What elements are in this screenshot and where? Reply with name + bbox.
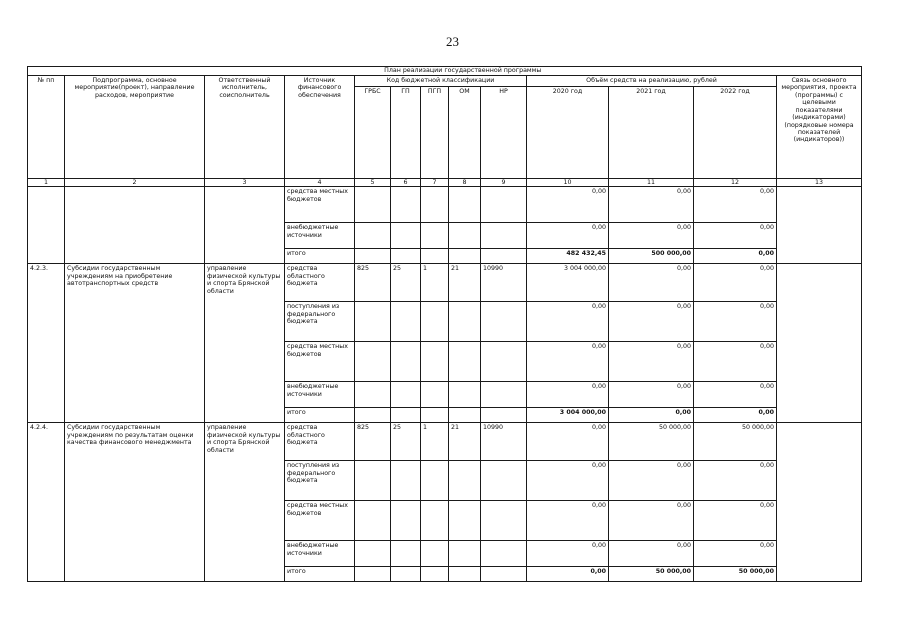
cont-name [65, 187, 205, 264]
source-cell: внебюджетные источники [285, 382, 355, 408]
table-row [28, 187, 862, 223]
item-424-link [777, 423, 862, 582]
header-source: Источник финансового обеспечения [285, 76, 355, 179]
column-number-5: 5 [355, 179, 391, 187]
om-cell [449, 249, 481, 264]
amount-2020: 482 432,45 [527, 249, 609, 264]
om-cell [449, 342, 481, 382]
header-nr: НР [481, 87, 527, 179]
amount-2022: 50 000,00 [694, 423, 777, 461]
table-title: План реализации государственной программы [65, 67, 862, 76]
column-number-10: 10 [527, 179, 609, 187]
om-cell [449, 567, 481, 582]
amount-2021: 500 000,00 [609, 249, 694, 264]
column-number-6: 6 [391, 179, 421, 187]
pgp-cell [421, 461, 449, 501]
gp-cell [391, 382, 421, 408]
om-cell [449, 408, 481, 423]
program-plan-table [27, 66, 862, 582]
item-423-link [777, 264, 862, 423]
header-executor: Ответственный исполнитель, соисполнитель [205, 76, 285, 179]
grbs-cell [355, 223, 391, 249]
om-cell [449, 382, 481, 408]
header-name: Подпрограмма, основное мероприятие(проект), направление расходов, мероприятие [65, 76, 205, 179]
header-codes-group: Код бюджетной классификации [355, 76, 527, 87]
header-gp: ГП [391, 87, 421, 179]
om-cell [449, 187, 481, 223]
amount-2022: 0,00 [694, 541, 777, 567]
grbs-cell [355, 461, 391, 501]
source-cell: средства местных бюджетов [285, 342, 355, 382]
column-number-3: 3 [205, 179, 285, 187]
amount-2021: 0,00 [609, 541, 694, 567]
amount-2022: 0,00 [694, 382, 777, 408]
source-cell: итого [285, 567, 355, 582]
pgp-cell [421, 342, 449, 382]
gp-cell [391, 302, 421, 342]
gp-cell [391, 342, 421, 382]
column-number-8: 8 [449, 179, 481, 187]
amount-2022: 0,00 [694, 187, 777, 223]
pgp-cell [421, 382, 449, 408]
amount-2021: 0,00 [609, 408, 694, 423]
source-cell: внебюджетные источники [285, 223, 355, 249]
om-cell [449, 541, 481, 567]
cont-executor [205, 187, 285, 264]
amount-2021: 50 000,00 [609, 423, 694, 461]
amount-2022: 50 000,00 [694, 567, 777, 582]
source-cell: средства местных бюджетов [285, 187, 355, 223]
amount-2020: 0,00 [527, 423, 609, 461]
nr-cell: 10990 [481, 423, 527, 461]
amount-2022: 0,00 [694, 408, 777, 423]
cont-link [777, 187, 862, 264]
column-number-9: 9 [481, 179, 527, 187]
nr-cell [481, 187, 527, 223]
source-cell: итого [285, 249, 355, 264]
item-423-executor: управление физической культуры и спорта Брянской области [205, 264, 285, 423]
table-row [28, 264, 862, 302]
om-cell [449, 501, 481, 541]
gp-cell [391, 501, 421, 541]
nr-cell [481, 382, 527, 408]
om-cell: 21 [449, 423, 481, 461]
header-grbs: ГРБС [355, 87, 391, 179]
grbs-cell: 825 [355, 264, 391, 302]
item-424-num: 4.2.4. [28, 423, 65, 582]
amount-2020: 0,00 [527, 342, 609, 382]
grbs-cell [355, 567, 391, 582]
source-cell: поступления из федерального бюджета [285, 302, 355, 342]
column-number-12: 12 [694, 179, 777, 187]
column-number-row [28, 179, 862, 187]
amount-2020: 0,00 [527, 302, 609, 342]
amount-2022: 0,00 [694, 461, 777, 501]
grbs-cell [355, 408, 391, 423]
pgp-cell [421, 223, 449, 249]
pgp-cell [421, 541, 449, 567]
pgp-cell [421, 501, 449, 541]
om-cell [449, 223, 481, 249]
gp-cell [391, 408, 421, 423]
amount-2021: 0,00 [609, 382, 694, 408]
amount-2021: 0,00 [609, 187, 694, 223]
amount-2022: 0,00 [694, 223, 777, 249]
gp-cell: 25 [391, 264, 421, 302]
grbs-cell [355, 249, 391, 264]
gp-cell [391, 187, 421, 223]
amount-2021: 0,00 [609, 342, 694, 382]
column-number-7: 7 [421, 179, 449, 187]
table-row [28, 423, 862, 461]
pgp-cell: 1 [421, 423, 449, 461]
amount-2020: 0,00 [527, 461, 609, 501]
header-2020: 2020 год [527, 87, 609, 179]
amount-2020: 0,00 [527, 187, 609, 223]
item-424-name: Субсидии государственным учреждениям по результатам оценки качества финансового менеджмента [65, 423, 205, 582]
gp-cell [391, 461, 421, 501]
gp-cell [391, 541, 421, 567]
column-number-1: 1 [28, 179, 65, 187]
header-funds-group: Объём средств на реализацию, рублей [527, 76, 777, 87]
item-423-name: Субсидии государственным учреждениям на приобретение автотранспортных средств [65, 264, 205, 423]
gp-cell [391, 249, 421, 264]
nr-cell [481, 461, 527, 501]
amount-2021: 0,00 [609, 501, 694, 541]
amount-2020: 3 004 000,00 [527, 408, 609, 423]
amount-2022: 0,00 [694, 302, 777, 342]
amount-2022: 0,00 [694, 501, 777, 541]
nr-cell [481, 567, 527, 582]
om-cell [449, 302, 481, 342]
amount-2020: 0,00 [527, 223, 609, 249]
page-number: 23 [446, 34, 459, 49]
amount-2021: 0,00 [609, 461, 694, 501]
amount-2021: 0,00 [609, 223, 694, 249]
item-423-num: 4.2.3. [28, 264, 65, 423]
grbs-cell [355, 382, 391, 408]
header-2021: 2021 год [609, 87, 694, 179]
amount-2020: 0,00 [527, 567, 609, 582]
nr-cell [481, 408, 527, 423]
item-424-executor: управление физической культуры и спорта Брянской области [205, 423, 285, 582]
gp-cell [391, 223, 421, 249]
amount-2021: 0,00 [609, 264, 694, 302]
amount-2021: 50 000,00 [609, 567, 694, 582]
nr-cell: 10990 [481, 264, 527, 302]
source-cell: внебюджетные источники [285, 541, 355, 567]
pgp-cell [421, 187, 449, 223]
column-number-11: 11 [609, 179, 694, 187]
column-number-4: 4 [285, 179, 355, 187]
amount-2020: 3 004 000,00 [527, 264, 609, 302]
column-number-13: 13 [777, 179, 862, 187]
grbs-cell [355, 302, 391, 342]
om-cell [449, 461, 481, 501]
nr-cell [481, 302, 527, 342]
header-link: Связь основного мероприятия, проекта (программы) с целевыми показателями (индикаторами) (порядковые номера показателей (индикаторов)) [777, 76, 862, 179]
pgp-cell [421, 249, 449, 264]
grbs-cell [355, 342, 391, 382]
grbs-cell [355, 501, 391, 541]
header-2022: 2022 год [694, 87, 777, 179]
nr-cell [481, 223, 527, 249]
amount-2021: 0,00 [609, 302, 694, 342]
nr-cell [481, 342, 527, 382]
gp-cell [391, 567, 421, 582]
amount-2022: 0,00 [694, 342, 777, 382]
title-left-blank [28, 67, 65, 76]
nr-cell [481, 541, 527, 567]
amount-2020: 0,00 [527, 501, 609, 541]
cont-num [28, 187, 65, 264]
om-cell: 21 [449, 264, 481, 302]
nr-cell [481, 249, 527, 264]
header-num: № пп [28, 76, 65, 179]
column-number-2: 2 [65, 179, 205, 187]
amount-2020: 0,00 [527, 541, 609, 567]
source-cell: поступления из федерального бюджета [285, 461, 355, 501]
header-om: ОМ [449, 87, 481, 179]
source-cell: средства областного бюджета [285, 264, 355, 302]
header-pgp: ПГП [421, 87, 449, 179]
source-cell: средства местных бюджетов [285, 501, 355, 541]
amount-2022: 0,00 [694, 249, 777, 264]
pgp-cell [421, 302, 449, 342]
pgp-cell [421, 567, 449, 582]
pgp-cell [421, 408, 449, 423]
source-cell: итого [285, 408, 355, 423]
grbs-cell [355, 541, 391, 567]
gp-cell: 25 [391, 423, 421, 461]
grbs-cell [355, 187, 391, 223]
source-cell: средства областного бюджета [285, 423, 355, 461]
pgp-cell: 1 [421, 264, 449, 302]
amount-2022: 0,00 [694, 264, 777, 302]
nr-cell [481, 501, 527, 541]
amount-2020: 0,00 [527, 382, 609, 408]
grbs-cell: 825 [355, 423, 391, 461]
